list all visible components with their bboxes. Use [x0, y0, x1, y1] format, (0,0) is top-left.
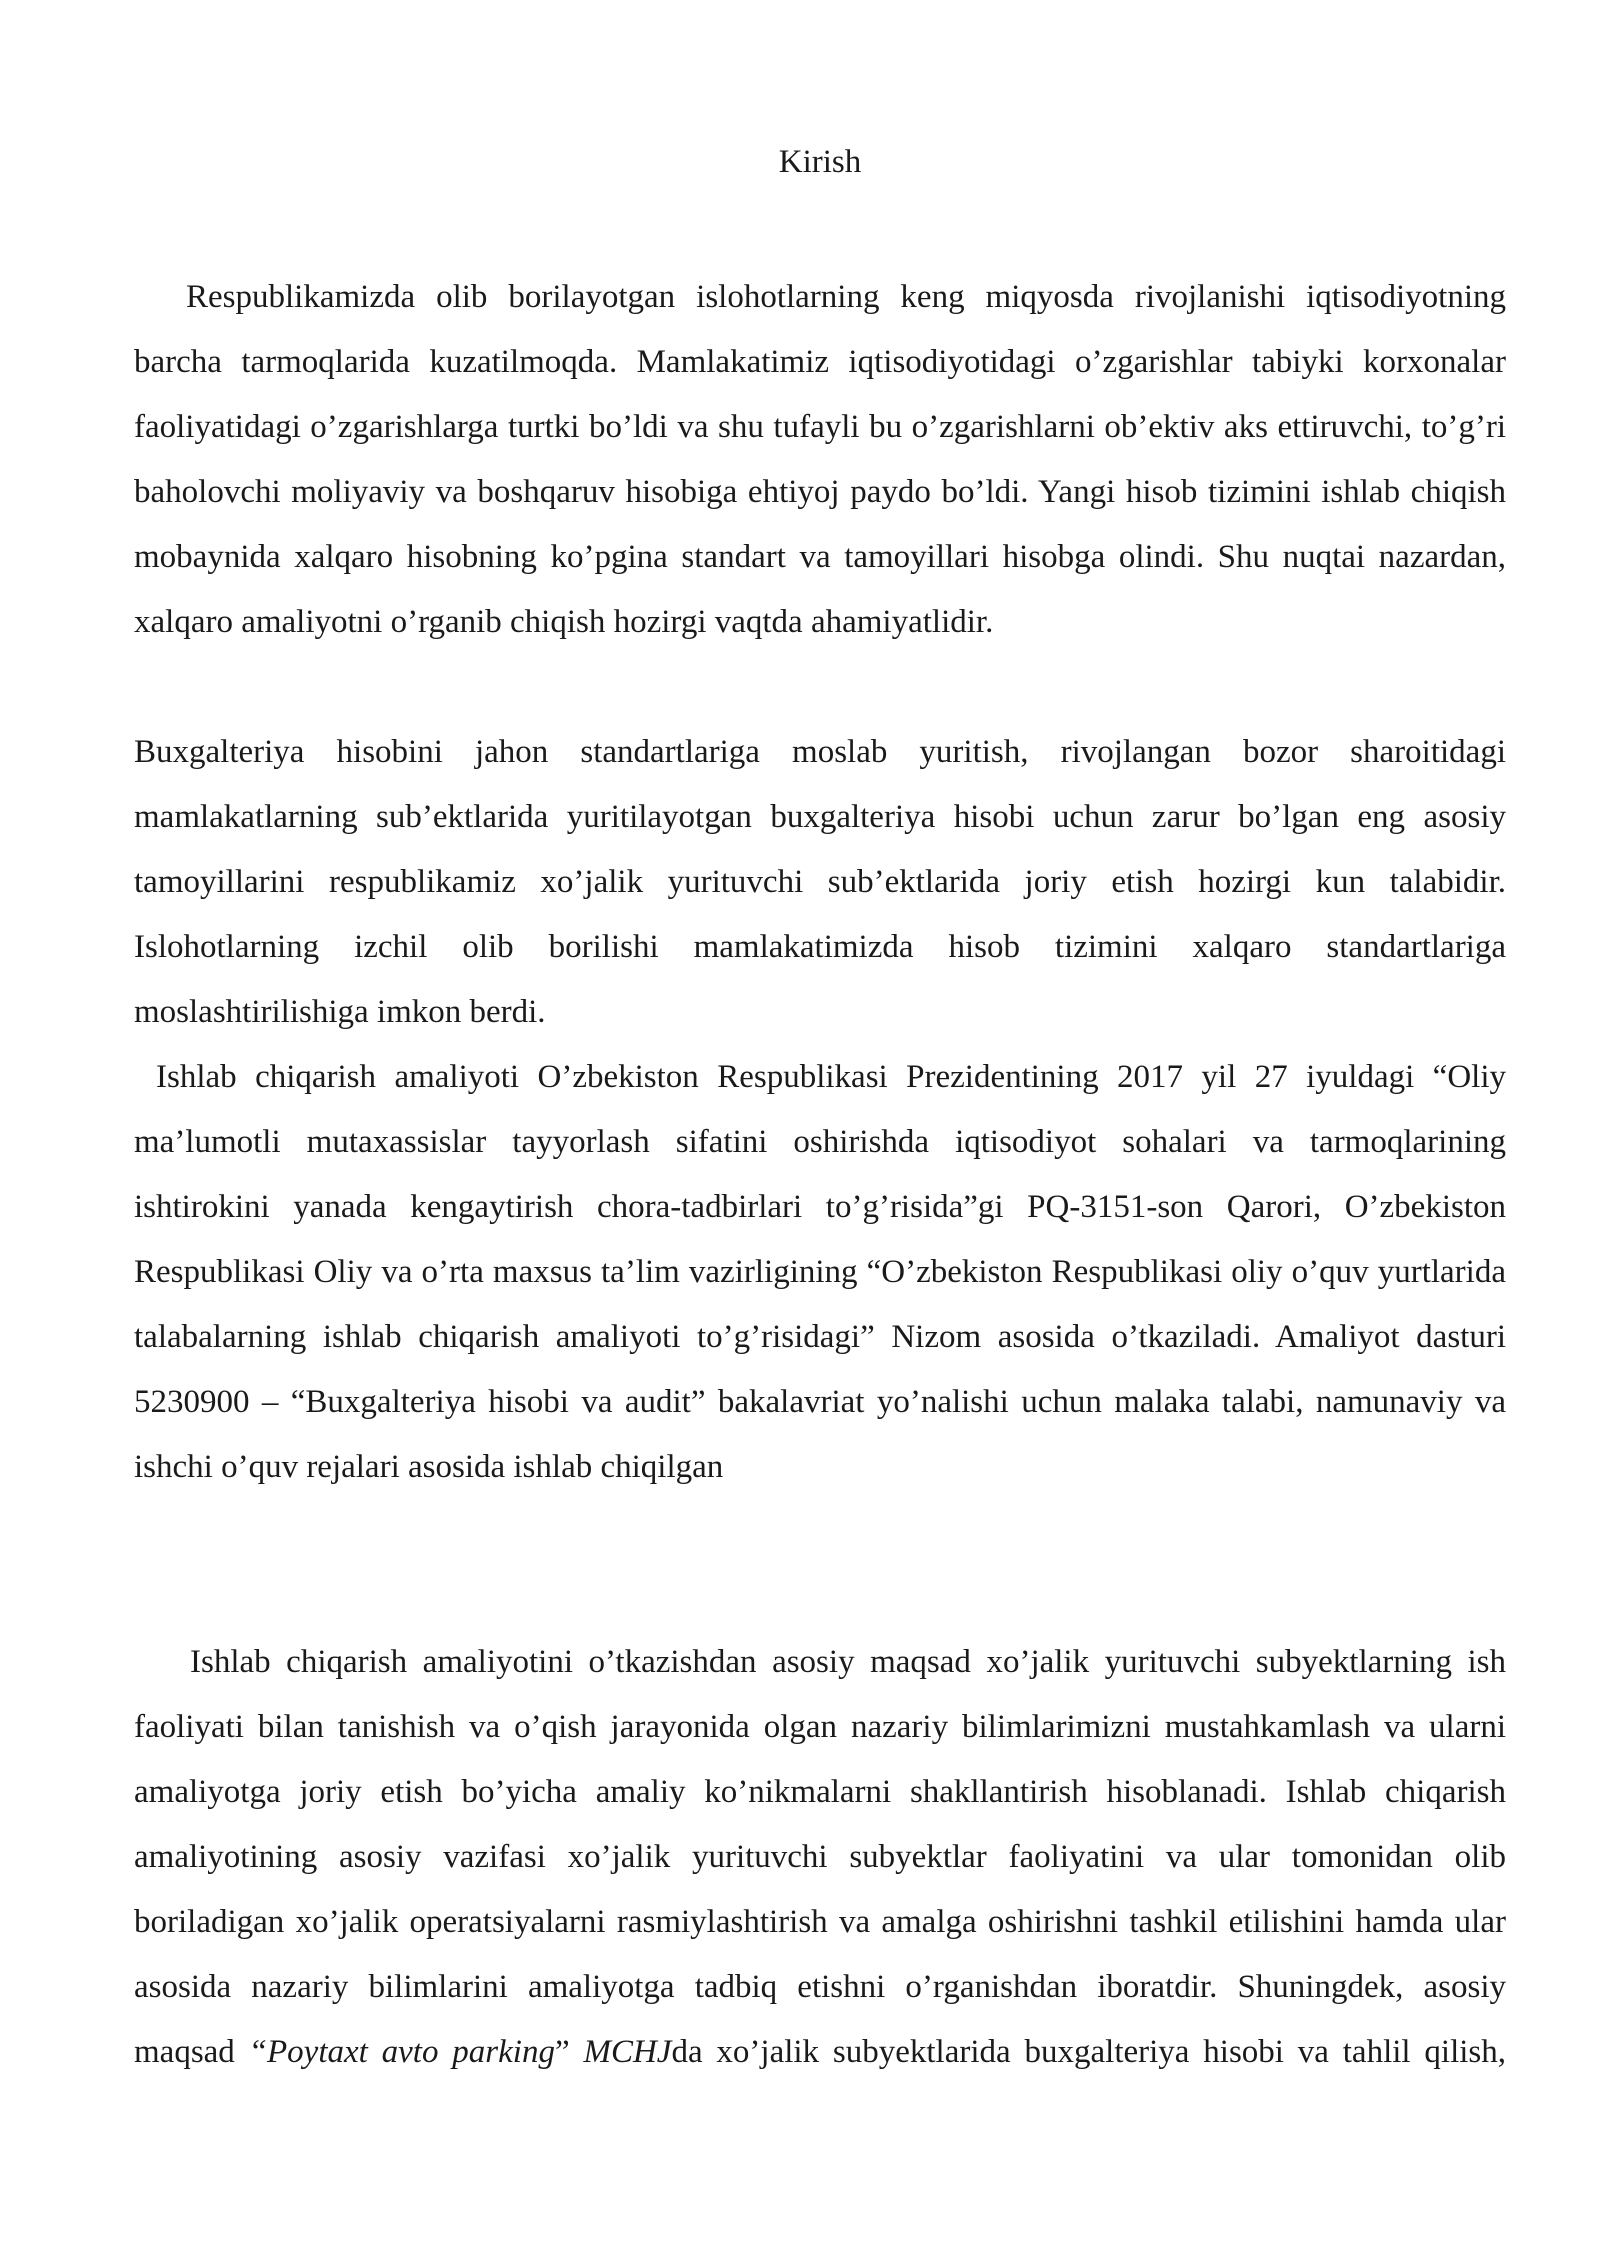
- paragraph-intro: [134, 265, 1506, 655]
- paragraph-practice-basis: [134, 1045, 1506, 1500]
- paragraph-text: Respublikamizda olib borilayotgan islohotlarning keng miqyosda rivojlanishi iqtisodiyotning barcha tarmoqlarida kuzatilmoqda. Mamlakatimiz iqtisodiyotidagi o’zgarishlar tabiyki korxonalar faoliyatidagi o’zgarishlarga turtki bo’ldi va shu tufayli bu o’zgarishlarni ob’ektiv aks ettiruvchi, to’g’ri baholovchi moliyaviy va boshqaruv hisobiga ehtiyoj paydo bo’ldi. Yangi hisob tizimini ishlab chiqish mobaynida xalqaro hisobning ko’pgina standart va tamoyillari hisobga olindi. Shu nuqtai nazardan, xalqaro amaliyotni o’rganib chiqish hozirgi vaqtda ahamiyatlidir.: [134, 279, 1506, 640]
- company-type: MCHJ: [583, 2034, 672, 2070]
- paragraph-practice-goal: [134, 1630, 1506, 2085]
- paragraph-text: Buxgalteriya hisobini jahon standartlariga moslab yuritish, rivojlangan bozor sharoitidagi mamlakatlarning sub’ektlarida yuritilayotgan buxgalteriya hisobi uchun zarur bo’lgan eng asosiy tamoyillarini respublikamiz xo’jalik yurituvchi sub’ektlarida joriy etish hozirgi kun talabidir. Islohotlarning izchil olib borilishi mamlakatimizda hisob tizimini xalqaro standartlariga moslashtirilishiga imkon berdi.: [134, 734, 1506, 1030]
- page-title: Kirish: [778, 144, 862, 180]
- paragraph-text: Ishlab chiqarish amaliyoti O’zbekiston Respublikasi Prezidentining 2017 yil 27 iyuldagi “Oliy ma’lumotli mutaxassislar tayyorlash sifatini oshirishda iqtisodiyot sohalari va tarmoqlarining ishtirokini yanada kengaytirish chora-tadbirlari to’g’risida”gi PQ-3151-son Qarori, O’zbekiston Respublikasi Oliy va o’rta maxsus ta’lim vazirligining “O’zbekiston Respublikasi oliy o’quv yurtlarida talabalarning ishlab chiqarish amaliyoti to’g’risidagi” Nizom asosida o’tkaziladi. Amaliyot dasturi 5230900 – “Buxgalteriya hisobi va audit” bakalavriat yo’nalishi uchun malaka talabi, namunaviy va ishchi o’quv rejalari asosida ishlab chiqilgan: [134, 1059, 1506, 1485]
- paragraph-standards: [134, 720, 1506, 1045]
- paragraph-text: [134, 1630, 1506, 2085]
- paragraph-main-text: Ishlab chiqarish amaliyotini o’tkazishdan asosiy maqsad xo’jalik yurituvchi subyektlarning ish faoliyati bilan tanishish va o’qish jarayonida olgan nazariy bilimlarimizni mustahkamlash va ularni amaliyotga joriy etish bo’yicha amaliy ko’nikmalarni shakllantirish hisoblanadi. Ishlab chiqarish amaliyotining asosiy vazifasi xo’jalik yurituvchi subyektlar faoliyatini va ular tomonidan olib boriladigan xo’jalik operatsiyalarni rasmiylashtirish va amalga oshirishni tashkil etilishini hamda ular asosida nazariy bilimlarini amaliyotga tadbiq etishni o’rganishdan iboratdir. Shuningdek, asosiy maqsad: [134, 1644, 1506, 2070]
- company-name: “Poytaxt avto parking: [248, 2034, 555, 2070]
- paragraph-tail-text: da xo’jalik subyektlarida buxgalteriya hisobi va tahlil qilish,: [671, 2034, 1507, 2070]
- quote-close: ”: [554, 2034, 570, 2070]
